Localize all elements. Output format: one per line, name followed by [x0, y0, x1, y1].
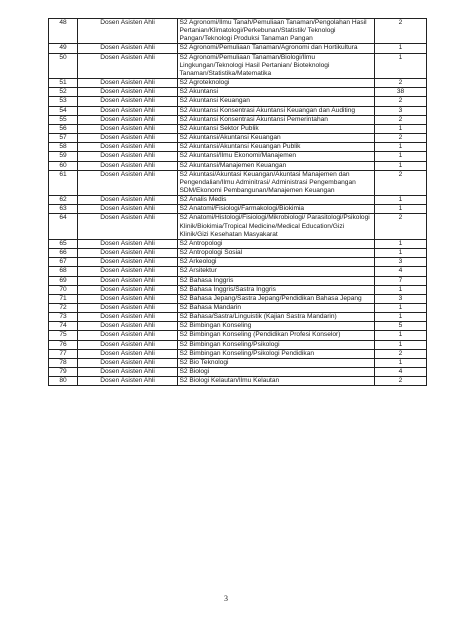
- study-program: S2 Analis Medis: [178, 196, 375, 205]
- study-program: S2 Biologi: [178, 368, 375, 377]
- study-program: S2 Agronomi/Ilmu Tanah/Pemuliaan Tanaman/Pengolahan Hasil Pertanian/Klimatologi/Perkebunan/Statistik/ Teknologi Pangan/Teknologi Produksi Tanaman Pangan: [178, 19, 375, 44]
- study-program: S2 Antropologi Sosial: [178, 249, 375, 258]
- quota-count: 1: [375, 304, 427, 313]
- row-number: 64: [49, 214, 78, 239]
- row-number: 77: [49, 349, 78, 358]
- position-title: Dosen Asisten Ahli: [78, 377, 178, 386]
- row-number: 66: [49, 249, 78, 258]
- row-number: 58: [49, 143, 78, 152]
- study-program: S2 Akuntansi Konsentrasi Akuntansi Keuangan dan Auditing: [178, 106, 375, 115]
- quota-count: 7: [375, 276, 427, 285]
- table-row: [49, 304, 427, 313]
- study-program: S2 Bahasa Inggris: [178, 276, 375, 285]
- study-program: S2 Akuntansi Keuangan: [178, 97, 375, 106]
- row-number: 48: [49, 19, 78, 44]
- quota-count: 1: [375, 161, 427, 170]
- quota-count: 1: [375, 143, 427, 152]
- table-row: [49, 44, 427, 53]
- quota-count: 2: [375, 170, 427, 195]
- position-title: Dosen Asisten Ahli: [78, 170, 178, 195]
- table-row: [49, 88, 427, 97]
- position-title: Dosen Asisten Ahli: [78, 249, 178, 258]
- row-number: 76: [49, 340, 78, 349]
- position-title: Dosen Asisten Ahli: [78, 134, 178, 143]
- row-number: 52: [49, 88, 78, 97]
- row-number: 55: [49, 115, 78, 124]
- position-title: Dosen Asisten Ahli: [78, 349, 178, 358]
- row-number: 71: [49, 294, 78, 303]
- study-program: S2 Akuntansi/Manajemen Keuangan: [178, 161, 375, 170]
- position-title: Dosen Asisten Ahli: [78, 88, 178, 97]
- study-program: S2 Akuntansi: [178, 88, 375, 97]
- table-row: [49, 161, 427, 170]
- table-row: [49, 143, 427, 152]
- table-row: [49, 134, 427, 143]
- study-program: S2 Agroteknologi: [178, 79, 375, 88]
- study-program: S2 Agronomi/Pemuliaan Tanaman/Agronomi dan Hortikultura: [178, 44, 375, 53]
- quota-count: 3: [375, 258, 427, 267]
- quota-count: 1: [375, 205, 427, 214]
- position-title: Dosen Asisten Ahli: [78, 97, 178, 106]
- position-title: Dosen Asisten Ahli: [78, 294, 178, 303]
- position-title: Dosen Asisten Ahli: [78, 331, 178, 340]
- quota-count: 1: [375, 249, 427, 258]
- position-title: Dosen Asisten Ahli: [78, 19, 178, 44]
- study-program: S2 Akuntasi/Akuntasi Keuangan/Akuntasi Manajemen dan Pengendalian/Ilmu Adminitrasi/ Administrasi Pengembangan SDM/Ekonomi Pembangunan/Manajemen Keuangan: [178, 170, 375, 195]
- position-title: Dosen Asisten Ahli: [78, 44, 178, 53]
- table-row: [49, 196, 427, 205]
- quota-count: 3: [375, 294, 427, 303]
- table-row: [49, 115, 427, 124]
- quota-count: 1: [375, 196, 427, 205]
- row-number: 74: [49, 322, 78, 331]
- vacancy-table: [48, 18, 427, 386]
- position-title: Dosen Asisten Ahli: [78, 143, 178, 152]
- row-number: 53: [49, 97, 78, 106]
- quota-count: 1: [375, 239, 427, 248]
- position-title: Dosen Asisten Ahli: [78, 313, 178, 322]
- row-number: 50: [49, 53, 78, 78]
- position-title: Dosen Asisten Ahli: [78, 358, 178, 367]
- quota-count: 2: [375, 97, 427, 106]
- row-number: 68: [49, 267, 78, 276]
- study-program: S2 Anatomi/Histologi/Fisiologi/Mikrobiologi/ Parasitologi/Psikologi Klinik/Biokimia/Tropical Medicine/Medical Education/Gizi Klinik/Gizi Kesehatan Masyakarat: [178, 214, 375, 239]
- study-program: S2 Bahasa Mandarin: [178, 304, 375, 313]
- table-row: [49, 358, 427, 367]
- position-title: Dosen Asisten Ahli: [78, 258, 178, 267]
- position-title: Dosen Asisten Ahli: [78, 152, 178, 161]
- table-row: [49, 239, 427, 248]
- table-row: [49, 53, 427, 78]
- quota-count: 4: [375, 368, 427, 377]
- page-number: 3: [224, 594, 228, 603]
- study-program: S2 Bimbingan Konseling/Psikologi Pendidikan: [178, 349, 375, 358]
- row-number: 67: [49, 258, 78, 267]
- table-row: [49, 276, 427, 285]
- quota-count: 2: [375, 134, 427, 143]
- quota-count: 4: [375, 267, 427, 276]
- position-title: Dosen Asisten Ahli: [78, 53, 178, 78]
- row-number: 63: [49, 205, 78, 214]
- quota-count: 1: [375, 44, 427, 53]
- table-row: [49, 313, 427, 322]
- row-number: 69: [49, 276, 78, 285]
- table-row: [49, 258, 427, 267]
- table-row: [49, 170, 427, 195]
- study-program: S2 Bahasa Inggris/Sastra Inggris: [178, 285, 375, 294]
- table-row: [49, 106, 427, 115]
- table-row: [49, 97, 427, 106]
- position-title: Dosen Asisten Ahli: [78, 205, 178, 214]
- row-number: 78: [49, 358, 78, 367]
- quota-count: 1: [375, 358, 427, 367]
- position-title: Dosen Asisten Ahli: [78, 115, 178, 124]
- position-title: Dosen Asisten Ahli: [78, 340, 178, 349]
- position-title: Dosen Asisten Ahli: [78, 124, 178, 133]
- quota-count: 2: [375, 214, 427, 239]
- study-program: S2 Akuntansi Konsentrasi Akuntansi Pemerintahan: [178, 115, 375, 124]
- row-number: 61: [49, 170, 78, 195]
- table-row: [49, 124, 427, 133]
- position-title: Dosen Asisten Ahli: [78, 106, 178, 115]
- quota-count: 2: [375, 349, 427, 358]
- position-title: Dosen Asisten Ahli: [78, 322, 178, 331]
- study-program: S2 Akuntansi Sektor Publik: [178, 124, 375, 133]
- table-row: [49, 214, 427, 239]
- quota-count: 38: [375, 88, 427, 97]
- study-program: S2 Antropologi: [178, 239, 375, 248]
- table-row: [49, 331, 427, 340]
- table-row: [49, 285, 427, 294]
- quota-count: 2: [375, 79, 427, 88]
- row-number: 80: [49, 377, 78, 386]
- quota-count: 2: [375, 115, 427, 124]
- study-program: S2 Bimbingan Konseling: [178, 322, 375, 331]
- position-title: Dosen Asisten Ahli: [78, 285, 178, 294]
- quota-count: 1: [375, 313, 427, 322]
- study-program: S2 Anatomi/Fisiologi/Farmakologi/Biokimia: [178, 205, 375, 214]
- position-title: Dosen Asisten Ahli: [78, 368, 178, 377]
- table-row: [49, 377, 427, 386]
- table-row: [49, 340, 427, 349]
- position-title: Dosen Asisten Ahli: [78, 239, 178, 248]
- table-row: [49, 368, 427, 377]
- table-row: [49, 349, 427, 358]
- quota-count: 1: [375, 53, 427, 78]
- vacancy-table-body: [49, 19, 427, 386]
- position-title: Dosen Asisten Ahli: [78, 214, 178, 239]
- quota-count: 3: [375, 106, 427, 115]
- study-program: S2 Agronomi/Pemuliaan Tanaman/Biologi/Ilmu Lingkungan/Teknologi Hasil Pertanian/ Bioteknologi Tanaman/Statistika/Matematika: [178, 53, 375, 78]
- study-program: S2 Bahasa/Sastra/Linguistik (Kajian Sastra Mandarin): [178, 313, 375, 322]
- row-number: 79: [49, 368, 78, 377]
- quota-count: 2: [375, 19, 427, 44]
- row-number: 51: [49, 79, 78, 88]
- study-program: S2 Bimbingan Konseling (Pendidikan Profesi Konselor): [178, 331, 375, 340]
- row-number: 62: [49, 196, 78, 205]
- quota-count: 1: [375, 331, 427, 340]
- quota-count: 1: [375, 285, 427, 294]
- table-row: [49, 322, 427, 331]
- quota-count: 2: [375, 377, 427, 386]
- row-number: 59: [49, 152, 78, 161]
- position-title: Dosen Asisten Ahli: [78, 276, 178, 285]
- row-number: 56: [49, 124, 78, 133]
- position-title: Dosen Asisten Ahli: [78, 79, 178, 88]
- row-number: 54: [49, 106, 78, 115]
- row-number: 65: [49, 239, 78, 248]
- row-number: 57: [49, 134, 78, 143]
- quota-count: 1: [375, 124, 427, 133]
- table-row: [49, 205, 427, 214]
- study-program: S2 Bahasa Jepang/Sastra Jepang/Pendidikan Bahasa Jepang: [178, 294, 375, 303]
- study-program: S2 Arsitektur: [178, 267, 375, 276]
- study-program: S2 Biologi Kelautan/Ilmu Kelautan: [178, 377, 375, 386]
- study-program: S2 Akuntansi/Akuntansi Keuangan Publik: [178, 143, 375, 152]
- table-row: [49, 152, 427, 161]
- row-number: 49: [49, 44, 78, 53]
- quota-count: 1: [375, 152, 427, 161]
- quota-count: 1: [375, 340, 427, 349]
- position-title: Dosen Asisten Ahli: [78, 267, 178, 276]
- row-number: 72: [49, 304, 78, 313]
- row-number: 73: [49, 313, 78, 322]
- study-program: S2 Bimbingan Konseling/Psikologi: [178, 340, 375, 349]
- study-program: S2 Bio Teknologi: [178, 358, 375, 367]
- position-title: Dosen Asisten Ahli: [78, 161, 178, 170]
- row-number: 75: [49, 331, 78, 340]
- position-title: Dosen Asisten Ahli: [78, 304, 178, 313]
- row-number: 70: [49, 285, 78, 294]
- row-number: 60: [49, 161, 78, 170]
- study-program: S2 Akuntansi/Akuntansi Keuangan: [178, 134, 375, 143]
- table-row: [49, 267, 427, 276]
- table-row: [49, 19, 427, 44]
- quota-count: 5: [375, 322, 427, 331]
- position-title: Dosen Asisten Ahli: [78, 196, 178, 205]
- study-program: S2 Arkeologi: [178, 258, 375, 267]
- table-row: [49, 294, 427, 303]
- table-row: [49, 79, 427, 88]
- table-row: [49, 249, 427, 258]
- study-program: S2 Akuntansi/Ilmu Ekonomi/Manajemen: [178, 152, 375, 161]
